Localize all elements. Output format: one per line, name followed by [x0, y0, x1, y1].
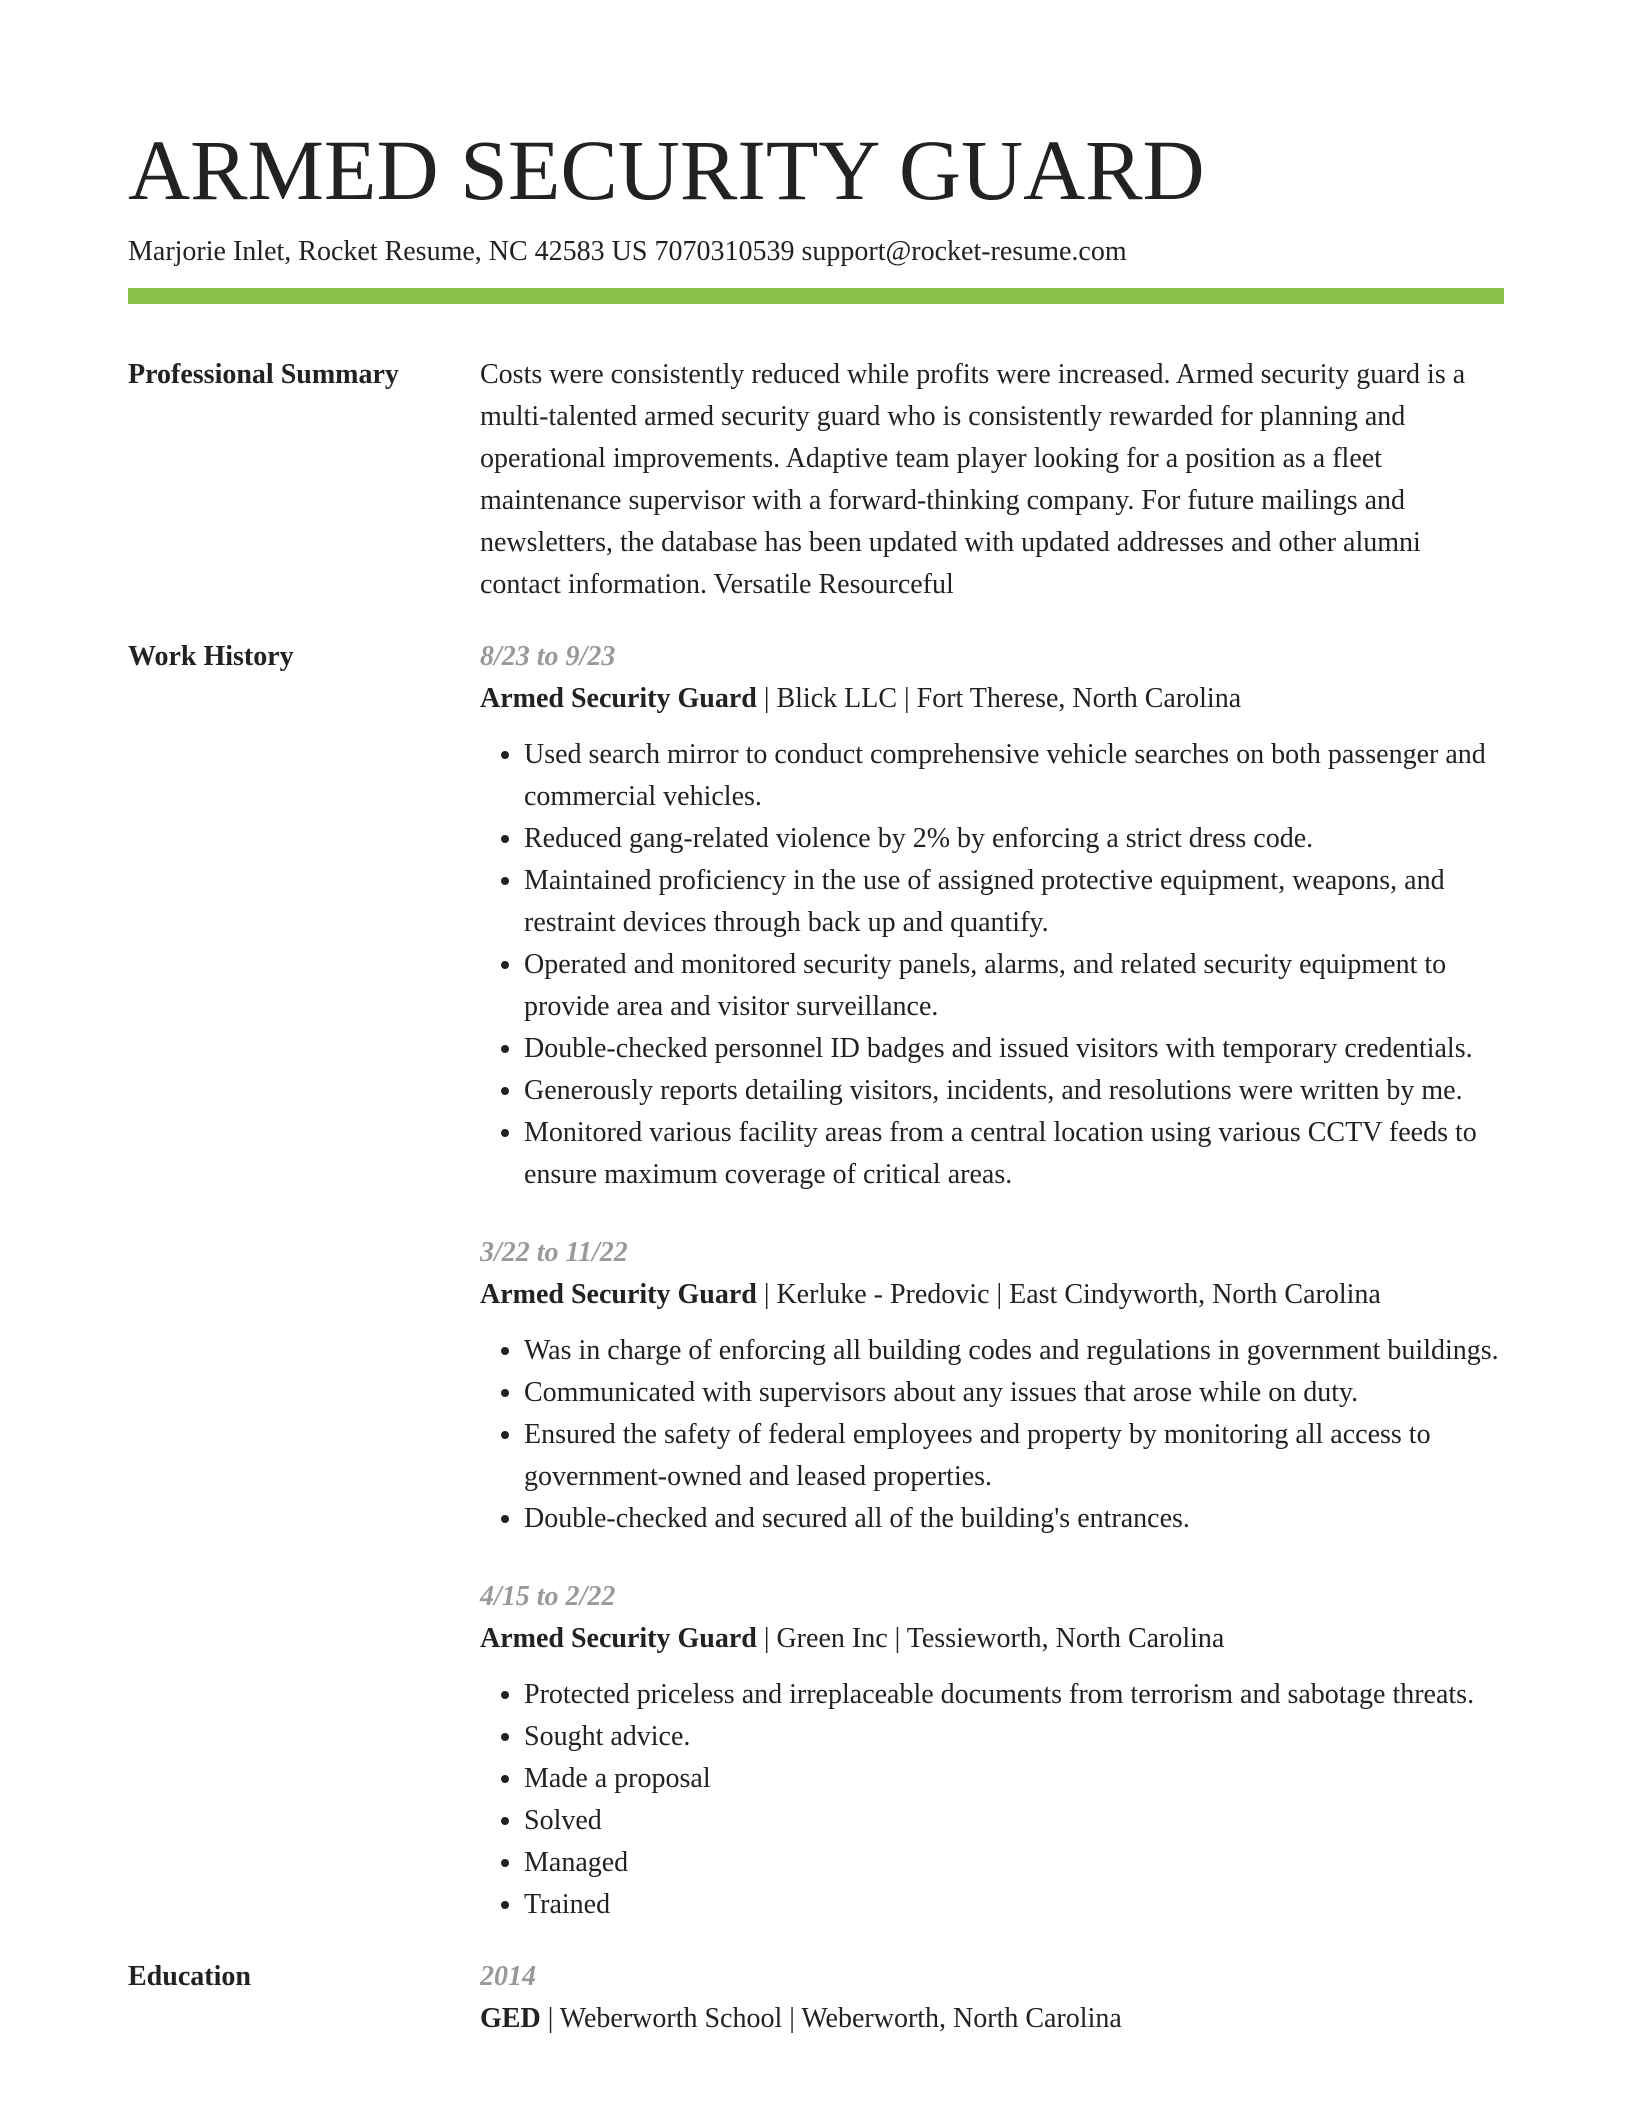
job-heading: [480, 1274, 1504, 1316]
job-dates: 3/22 to 11/22: [480, 1237, 628, 1268]
duty-item: • Used search mirror to conduct comprehensive vehicle searches on both passenger and commercial vehicles.: [524, 734, 1504, 818]
job-title: Armed Security Guard: [480, 1623, 757, 1654]
job-entry: [480, 636, 1504, 1196]
contact-phone: 7070310539: [654, 236, 795, 267]
duty-item: • Trained: [524, 1884, 1504, 1926]
resume-title: ARMED SECURITY GUARD: [128, 122, 1205, 218]
contact-email: support@rocket-resume.com: [801, 236, 1127, 267]
education-degree: GED: [480, 2003, 541, 2034]
job-title: Armed Security Guard: [480, 1279, 757, 1310]
work-history-section: [128, 636, 1504, 1926]
resume-page: [128, 120, 1504, 2070]
duty-item: • Operated and monitored security panels, alarms, and related security equipment to provide area and visitor surveillance.: [524, 944, 1504, 1028]
job-dates: 4/15 to 2/22: [480, 1581, 616, 1612]
header-divider: [128, 288, 1504, 304]
duty-item: • Maintained proficiency in the use of assigned protective equipment, weapons, and restraint devices through back up and quantify.: [524, 860, 1504, 944]
duty-item: • Double-checked personnel ID badges and issued visitors with temporary credentials.: [524, 1028, 1504, 1070]
duty-item: • Was in charge of enforcing all building codes and regulations in government buildings.: [524, 1330, 1504, 1372]
job-dates: 8/23 to 9/23: [480, 641, 616, 672]
job-heading: [480, 1618, 1504, 1660]
education-heading: [480, 1998, 1504, 2040]
education-section: [128, 1956, 1504, 2040]
job-details: | Kerluke - Predovic | East Cindyworth, North Carolina: [756, 1279, 1381, 1310]
job-heading: [480, 678, 1504, 720]
education-dates: 2014: [480, 1961, 536, 1992]
section-label-summary: Professional Summary: [128, 359, 399, 390]
job-entry: [480, 1232, 1504, 1540]
duty-item: • Double-checked and secured all of the building's entrances.: [524, 1498, 1504, 1540]
duty-item: • Monitored various facility areas from a central location using various CCTV feeds to ensure maximum coverage of critical areas.: [524, 1112, 1504, 1196]
duty-item: • Generously reports detailing visitors, incidents, and resolutions were written by me.: [524, 1070, 1504, 1112]
education-details: | Weberworth School | Weberworth, North Carolina: [540, 2003, 1122, 2034]
job-duties: [480, 1674, 1504, 1926]
duty-item: • Made a proposal: [524, 1758, 1504, 1800]
section-label-education: Education: [128, 1961, 251, 1992]
section-label-work: Work History: [128, 641, 294, 672]
contact-address: Marjorie Inlet, Rocket Resume, NC 42583 US: [128, 236, 648, 267]
job-entry: [480, 1576, 1504, 1926]
summary-section: [128, 354, 1504, 606]
job-duties: [480, 734, 1504, 1196]
job-details: | Green Inc | Tessieworth, North Carolina: [756, 1623, 1225, 1654]
duty-item: • Ensured the safety of federal employees and property by monitoring all access to government-owned and leased properties.: [524, 1414, 1504, 1498]
duty-item: • Solved: [524, 1800, 1504, 1842]
contact-line: [128, 232, 1504, 272]
duty-item: • Sought advice.: [524, 1716, 1504, 1758]
duty-item: • Reduced gang-related violence by 2% by enforcing a strict dress code.: [524, 818, 1504, 860]
duty-item: • Communicated with supervisors about any issues that arose while on duty.: [524, 1372, 1504, 1414]
summary-text: Costs were consistently reduced while profits were increased. Armed security guard is a multi-talented armed security guard who is consistently rewarded for planning and operational improvements. Adaptive team player looking for a position as a fleet maintenance supervisor with a forward-thinking company. For future mailings and newsletters, the database has been updated with updated addresses and other alumni contact information. Versatile Resourceful: [480, 359, 1466, 600]
job-details: | Blick LLC | Fort Therese, North Carolina: [756, 683, 1242, 714]
job-title: Armed Security Guard: [480, 683, 757, 714]
duty-item: • Managed: [524, 1842, 1504, 1884]
job-duties: [480, 1330, 1504, 1540]
duty-item: • Protected priceless and irreplaceable documents from terrorism and sabotage threats.: [524, 1674, 1504, 1716]
